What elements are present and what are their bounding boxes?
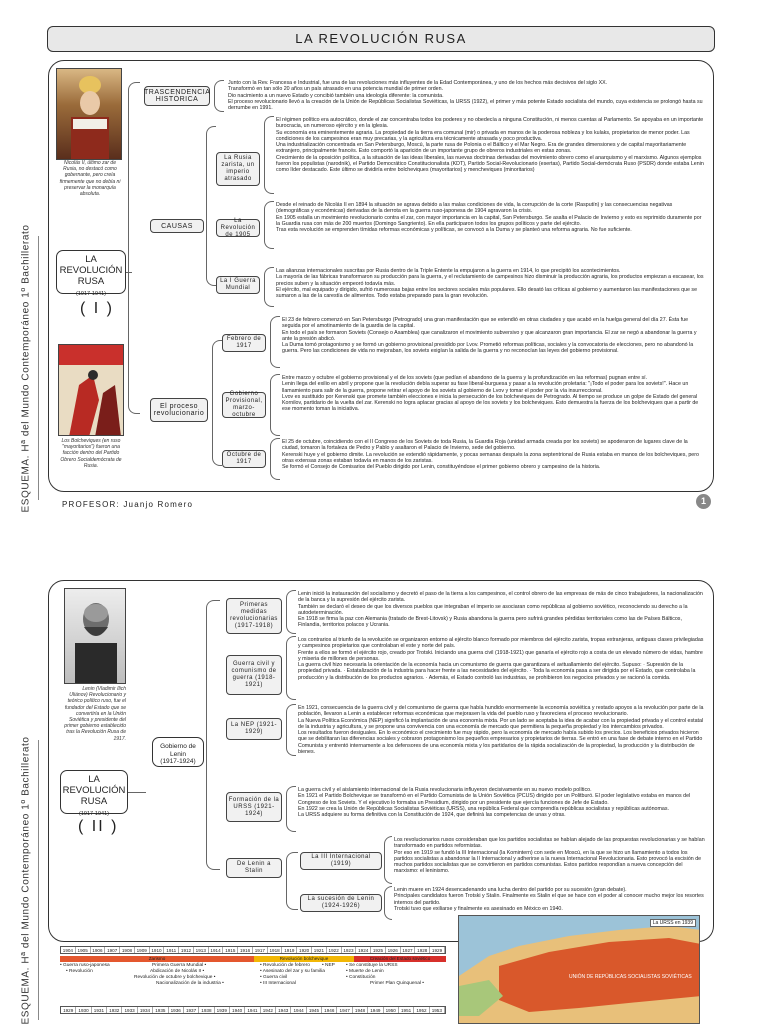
- tsar-caption: Nicolás II, último zar de Rusia, no destacó como gobernante, pero creía firmemente que no debía ni preservar la monarquía absoluta.: [59, 160, 121, 198]
- timeline: [60, 946, 446, 1024]
- main-line2: REVOLUCIÓN: [62, 785, 126, 796]
- brace: [286, 590, 296, 634]
- brace: [286, 786, 296, 832]
- leaf-line: El 25 de octubre, coincidiendo con el II Congreso de los Soviets de toda Rusia, la Guardia Roja (unidad armada creada por los soviets) se apoderaron de lugares clave de la ciudad, tomaron la fortaleza de Pedro y Pablo y asaltaron el Palacio de Invierno, sede del gobierno.: [282, 439, 688, 452]
- timeline-year: 1940: [230, 1007, 245, 1013]
- brace: [286, 852, 298, 910]
- trascendencia-node[interactable]: [144, 86, 210, 106]
- leaf-line: El 23 de febrero comenzó en San Petersburgo (Petrogrado) una gran manifestación que se extendió en otras ciudades y que acabó en la huelga general del día 27. Ésta fue seguida por el amotinamiento de la guardia de la capital.: [282, 317, 689, 330]
- gobierno-lenin-dates: (1917-1924): [160, 758, 196, 765]
- gobierno-provisional-label: Gobierno Provisional, marzo-octubre: [225, 391, 263, 418]
- main-brace-1: [128, 82, 140, 414]
- timeline-year: 1942: [261, 1007, 276, 1013]
- part-number-1: ( I ): [80, 300, 114, 317]
- leaf-line: Los resultados fueron desiguales. En lo económico el crecimiento fue muy rápido, pero la economía de mercado había subido los precios. Los beneficios privados hicieron que se debilitaran las diferencias sociales y cobraron protagonismo los pequeños empresarios y propietarios de tierras. Se entró en una fase de debate interno en el Partido Comunista y entrentó internamente a los defensores de una economía mixta y los partidarios de la rápida socialización de la propiedad, la producción y la distribución de bienes.: [298, 730, 703, 756]
- leaf-line: El ejército, mal equipado y dirigido, sufrió numerosas bajas entre los sectores sociales más populares. Ello desató las críticas al gobierno y aumentaron las manifestaciones que se sumaron a las de la carestía de alimentos. Todo estaba preparado para la gran revolución.: [276, 286, 698, 300]
- timeline-year: 1936: [169, 1007, 184, 1013]
- tercera-internacional-node[interactable]: [300, 852, 382, 870]
- brace: [264, 201, 274, 249]
- timeline-year: 1946: [322, 1007, 337, 1013]
- timeline-event: • Guerra ruso-japonesa: [60, 963, 110, 968]
- octubre-label: Octubre de 1917: [226, 452, 262, 465]
- brace: [286, 704, 296, 756]
- guerra-mundial-text: [276, 268, 704, 299]
- leaf-line: Una industrialización concentrada en San Petersburgo, Moscú, la parte rusa de Polonia o el Báltico y el Mar Negro. Era de grandes dimensiones y de capital mayoritariamente extranjero, principalmente francés. Esto comportó la aparición de un importante grupo de obreros industriales en estas zonas.: [276, 142, 687, 155]
- timeline-event: Primera Guerra Mundial •: [152, 963, 207, 968]
- brace: [286, 636, 296, 700]
- timeline-event: • Revolución: [66, 969, 93, 974]
- leaf-line: La guerra civil hizo necesaria la orientación de la economía hacia un comunismo de guerra que garantizara el avituallamiento del ejército. Supuso: · Supresión de la propiedad privada. · Estatalización de la industria para hacer frente a las necesidades del ejército. · Toda la economía pasa a ser dirigida por el Estado, que controlaba la producción y la distribución de los productos agrarios. · Además, el Estado controló las industrias, se prohibieron los negocios privados y se racionó la comida.: [298, 662, 696, 681]
- timeline-year: 1950: [384, 1007, 399, 1013]
- brace: [270, 316, 280, 368]
- brace: [264, 116, 274, 194]
- connector: [128, 792, 146, 793]
- brace: [384, 836, 392, 884]
- lenin-stalin-label: De Lenin a Stalin: [236, 861, 272, 874]
- timeline-year: 1937: [184, 1007, 199, 1013]
- leaf-line: La URSS adquiere su forma definitiva con la Constitución de 1924, que definirá las competencias de unas y otras.: [298, 812, 566, 819]
- main-dates: (1917-1941): [76, 291, 106, 297]
- timeline-year: 1911: [164, 947, 179, 953]
- octubre-node[interactable]: [222, 450, 266, 468]
- map-title: La URSS en 1939: [650, 919, 696, 927]
- brace: [384, 886, 392, 920]
- revolucion-1905-text: [276, 202, 704, 233]
- revolucion-1905-node[interactable]: [216, 219, 260, 237]
- leaf-line: Entre marzo y octubre el gobierno provisional y el de los soviets (que pedían el abandono de la guerra y la profundización en las reformas) pugnan entre sí.: [282, 375, 648, 381]
- brace: [270, 374, 280, 436]
- timeline-bar-zarismo: Zarismo: [60, 956, 254, 962]
- brace: [270, 438, 280, 480]
- timeline-event: • Asesinato del zar y su familia: [260, 969, 325, 974]
- leaf-line: Los contrarios al triunfo de la revolución se organizaron entorno al ejército blanco formado por miembros del ejército zarista, tropas extranjeras, antiguas clases privilegiadas y campesinos propietarios que controlaban el este y norte del país.: [298, 637, 704, 650]
- timeline-year: 1919: [282, 947, 297, 953]
- rusia-atrasada-label: La Rusia zarista, un imperio atrasado: [221, 155, 255, 182]
- timeline-event: • Se constituye la URSS: [346, 963, 398, 968]
- timeline-year: 1912: [179, 947, 194, 953]
- timeline-year: 1921: [312, 947, 327, 953]
- brace: [212, 340, 222, 466]
- leaf-line: Kerenski huye y el gobierno dimite. La revolución se extendió rápidamente, y pocas semanas después la zona septentrional de Rusia estaba en manos de los bolcheviques, pero otras extensas zonas estaban todavía en manos de los zaristas.: [282, 451, 699, 464]
- timeline-event: • Revolución de febrero: [260, 963, 310, 968]
- timeline-year: 1914: [209, 947, 224, 953]
- timeline-year: 1908: [120, 947, 135, 953]
- timeline-year: 1953: [430, 1007, 445, 1013]
- timeline-event: • NEP: [322, 963, 335, 968]
- timeline-year: 1939: [215, 1007, 230, 1013]
- leaf-line: En 1922 se crea la Unión de Repúblicas Socialistas Soviéticas (URSS), una república Federal que comprendía repúblicas socialistas y repúblicas autónomas.: [298, 805, 669, 812]
- timeline-event: • Constitución: [346, 975, 376, 980]
- timeline-year: 1945: [307, 1007, 322, 1013]
- page-title: LA REVOLUCIÓN RUSA: [47, 26, 715, 52]
- timeline-event: Primer Plan Quinquenal •: [370, 981, 424, 986]
- rusia-atrasada-text: [276, 117, 704, 174]
- timeline-year: 1952: [414, 1007, 429, 1013]
- leaf-line: También se declaró el deseo de que los diversos pueblos que integraban el imperio se asociaran como repúblicas al gobierno soviético, reconociendo su derecho a la autodeterminación.: [298, 603, 688, 616]
- tercera-internacional-text: [394, 837, 706, 875]
- guerra-mundial-node[interactable]: [216, 276, 260, 294]
- sucesion-lenin-text: [394, 887, 706, 912]
- profesor-credit: PROFESOR: Juanjo Romero: [62, 500, 194, 509]
- lenin-portrait: [64, 588, 126, 684]
- timeline-bar-stalin: Creación del Estado soviético: [354, 956, 446, 962]
- timeline-year: 1909: [135, 947, 150, 953]
- leaf-line: Lenin llega del exilio en abril y propone que la revolución debía superar su fase liberal-burguesa y pasar a la revolución proletaria: "¡Todo el poder para los soviets!". Hace un llamamiento para salir de la guerra, propone retirar el apoyo de los soviets al gobierno de Lvov y tomar el poder por la vía insurreccional.: [282, 381, 689, 394]
- leaf-line: En 1905 estalla un movimiento revolucionario contra el zar, con mayor importancia en la capital, San Petersburgo. Se asalta el Palacio de Invierno y esto es reprimido duramente por la Guardia rusa con más de 200 muertos (Domingo Sangriento). En ella participaron todos los grupos políticos y parte del ejército.: [276, 214, 702, 227]
- rusia-atrasada-node[interactable]: [216, 152, 260, 186]
- timeline-year: 1951: [399, 1007, 414, 1013]
- leaf-line: Crecimiento de la oposición política, a la situación de las ideas liberales, las nuevas doctrinas derivadas del movimiento obrero como el anarquismo y el marxismo. Algunos ejemplos fueron los populistas (narodnik), el Partido Democrático Constitucionalista (KDT), Partido Social-Revolucionario (esertas), Partido Social-demócrata Ruso (PSDR) donde estaba Lenin como líder destacado. Este último se dividiría entre bolcheviques (mayoritarios) y mencheviques (minoritarios): [276, 154, 704, 174]
- guerra-civil-label: Guerra civil y comunismo de guerra (1918-1921): [231, 661, 277, 688]
- page-number-badge: 1: [696, 494, 711, 509]
- connector: [126, 272, 132, 273]
- sidebar-label-1: [12, 223, 40, 513]
- timeline-year: 1905: [76, 947, 91, 953]
- guerra-civil-node[interactable]: [226, 655, 282, 695]
- gobierno-provisional-text: [282, 375, 704, 413]
- timeline-years: [60, 946, 446, 954]
- formacion-urss-text: [298, 787, 706, 818]
- map-overlay-text: UNIÓN DE REPÚBLICAS SOCIALISTAS SOVIÉTICAS: [569, 974, 692, 980]
- primeras-medidas-text: [298, 591, 706, 629]
- timeline-year: 1943: [276, 1007, 291, 1013]
- timeline-year: 1910: [150, 947, 165, 953]
- timeline-year: 1917: [253, 947, 268, 953]
- sidebar-label-2: [12, 735, 40, 1024]
- main-topic-2[interactable]: [60, 770, 128, 817]
- causas-node[interactable]: [150, 219, 204, 233]
- leaf-line: Tras esta revolución se emprenden tímidas reformas económicas y políticas, se convocó a la Duma y se planteó una reforma agraria. No fue suficiente.: [276, 227, 632, 234]
- lenin-portrait-image: [65, 589, 126, 684]
- timeline-year: 1938: [199, 1007, 214, 1013]
- brace: [214, 80, 224, 112]
- timeline-year: 1924: [356, 947, 371, 953]
- leaf-line: Se formó el Consejo de Comisarios del Pueblo dirigido por Lenin, constituyéndose el primer gobierno obrero y campesino de la historia.: [282, 464, 601, 471]
- main-dates: (1917-1941): [79, 811, 109, 817]
- tsar-portrait-image: [57, 69, 122, 160]
- sucesion-lenin-node[interactable]: [300, 894, 382, 912]
- trascendencia-label: TRASCENDENCIA HISTÓRICA: [144, 89, 211, 103]
- timeline-years-bottom: [60, 1006, 446, 1014]
- febrero-label: Febrero de 1917: [226, 336, 262, 349]
- lenin-caption: Lenin (Vladimir Ilich Uliánov) Revolucionario y teórico político ruso, fue el fundador del Estado que se convertiría en la Unión Soviética y presidente del primer gobierno establecido tras la Revolución Rusa de 1917.: [64, 686, 126, 742]
- leaf-line: Por eso en 1919 se fundó la III Internacional (la Komintern) con sede en Moscú, en la que se hizo un llamamiento a todos los partidos socialistas a abandonar la II Internacional y adherirse a la nueva Internacional Revolucionaria. Esto provocó la escisión de muchos partidos socialistas que se convirtieron en partidos comunistas. Estos partidos respondían a nueva concepción del marxismo: el leninismo.: [394, 849, 702, 875]
- part-number-2: ( II ): [78, 818, 119, 835]
- main-line1: LA: [85, 254, 97, 265]
- tercera-internacional-label: La III Internacional (1919): [311, 854, 371, 867]
- timeline-year: 1920: [297, 947, 312, 953]
- sucesion-lenin-label: La sucesión de Lenin (1924-1926): [307, 896, 375, 909]
- leaf-line: La mayoría de las fábricas transformaron su producción para la guerra, y el reclutamiento de campesinos hizo disminuir la producción agraria, los productos empiezan a escasear, los precios suben y la situación empeoró todavía más.: [276, 274, 704, 287]
- octubre-text: [282, 439, 704, 470]
- leaf-line: Lvov es sustituido por Kerenski que promete también elecciones e inicia la persecución de los bolcheviques de Petrogrado. Al tiempo se produce un golpe de Estado del general Kornilov, partidario de la vuelta del zar. Kerenski no logra aplacar gracias al apoyo de los soviets y los bolcheviques. Esto demuestra la fuerza de los bolcheviques que a partir de ese momento toman la iniciativa.: [282, 393, 699, 413]
- timeline-event: • Guerra civil: [260, 975, 288, 980]
- urss-map-image: [459, 916, 700, 1024]
- leaf-line: Lenin inició la instauración del socialismo y decretó el paso de la tierra a los campesinos, el control obrero de las empresas de más de cinco trabajadores, la nacionalización de la banca y la supresión del ejército zarista.: [298, 591, 703, 604]
- timeline-year: 1934: [138, 1007, 153, 1013]
- timeline-year: 1949: [368, 1007, 383, 1013]
- guerra-mundial-label: La I Guerra Mundial: [220, 278, 256, 291]
- timeline-event: • III Internacional: [260, 981, 296, 986]
- leaf-line: Las alianzas internacionales suscritas por Rusia dentro de la Triple Entente la empujaron a la guerra en 1914, lo que precipitó los acontecimientos.: [276, 268, 621, 274]
- leaf-line: En todo el país se formaron Soviets (Consejo o Asamblea) que canalizaron el movimiento subversivo y que alcanzaron gran importancia. El zar se negó a abandonar la guerra y ante la presión abdicó.: [282, 329, 697, 342]
- guerra-civil-text: [298, 637, 706, 681]
- leaf-line: En 1921 el Partido Bolchevique se transformó en el Partido Comunista de la Unión Soviética (PCUS) dirigido por un Politburó. El poder legislativo estaba en manos del Congreso de los Soviets. Y el ejecutivo lo formaba un Presidium, dirigido por un presidente que ejercía funciones de Jefe de Estado.: [298, 793, 691, 806]
- divider: [38, 236, 39, 500]
- leaf-line: Transformó en tan sólo 20 años un país atrasado en una potencia mundial de primer orden.: [228, 86, 444, 93]
- timeline-year: 1925: [371, 947, 386, 953]
- formacion-urss-node[interactable]: [226, 792, 282, 822]
- leaf-line: El régimen político era autocrático, donde el zar concentraba todos los poderes y no obedecía a ninguna Constitución, ni menos cuentas al Parlamento. Se apoyaba en un importante burocracia, un numeroso ejército y en la iglesia.: [276, 117, 704, 130]
- timeline-year: 1932: [107, 1007, 122, 1013]
- timeline-year: 1948: [353, 1007, 368, 1013]
- gobierno-lenin-node[interactable]: [152, 737, 204, 767]
- timeline-year: 1931: [92, 1007, 107, 1013]
- timeline-year: 1915: [223, 947, 238, 953]
- gobierno-provisional-node[interactable]: [222, 392, 266, 418]
- trascendencia-text: [228, 80, 704, 111]
- nep-label: La NEP (1921-1929): [230, 722, 278, 735]
- main-line2: REVOLUCIÓN: [59, 265, 123, 276]
- leaf-line: Frente a ellos se formó el ejército rojo, creado por Trotski. Iniciando una guerra civil (1918-1921) que ganaría el ejército rojo a costa de un elevado número de vidas, hambre y miseria de millones de personas.: [298, 649, 703, 662]
- timeline-event: • Muerte de Lenin: [346, 969, 384, 974]
- proceso-label: El proceso revolucionario: [153, 403, 205, 417]
- timeline-event: Abdicación de Nicolás II •: [150, 969, 205, 974]
- timeline-bar-revolucion: Revolución bolchevique: [254, 956, 354, 962]
- timeline-year: 1933: [122, 1007, 137, 1013]
- timeline-year: 1929: [430, 947, 445, 953]
- timeline-year: 1913: [194, 947, 209, 953]
- timeline-year: 1941: [245, 1007, 260, 1013]
- timeline-year: 1926: [386, 947, 401, 953]
- febrero-node[interactable]: [222, 334, 266, 352]
- main-line1: LA: [88, 774, 100, 785]
- leaf-line: En 1918 se firma la paz con Alemania (tratado de Brest-Litovsk) y Rusia abandona la guerra pero sufrirá grandes pérdidas territoriales como las de Países Bálticos, Finlandia, territorios polacos y Ucrania.: [298, 616, 682, 629]
- formacion-urss-label: Formación de la URSS (1921-1924): [228, 796, 280, 817]
- timeline-year: 1929: [61, 1007, 76, 1013]
- timeline-year: 1928: [415, 947, 430, 953]
- timeline-year: 1906: [91, 947, 106, 953]
- main-topic-1[interactable]: [56, 250, 126, 297]
- timeline-events: [60, 963, 446, 1003]
- leaf-line: Trotski tuvo que exiliarse y finalmente es asesinado en México en 1940.: [394, 905, 563, 912]
- tsar-portrait: [56, 68, 122, 160]
- timeline-year: 1923: [342, 947, 357, 953]
- main-line3: RUSA: [80, 796, 108, 807]
- nep-node[interactable]: [226, 718, 282, 740]
- timeline-year: 1927: [401, 947, 416, 953]
- poster-caption: Los Bolcheviques (en ruso "mayoritarios") fueron una facción dentro del Partido Obrero Socialdemócrata de Rusia.: [60, 438, 122, 469]
- proceso-node[interactable]: [150, 398, 208, 422]
- bolshevik-poster-image: [59, 345, 124, 436]
- leaf-line: La Nueva Política Económica (NEP) significó la implantación de una economía mixta. Por un lado se aceptaba la idea de acabar con la propiedad privada y el control estatal de la industria y agricultura, y se propone una convivencia con una economía de mercado que permitiera la pequeña propiedad y los intercambios privados.: [298, 717, 704, 730]
- timeline-year: 1935: [153, 1007, 168, 1013]
- timeline-year: 1907: [105, 947, 120, 953]
- leaf-line: Principales candidatos fueron Trotski y Stalin. Finalmente es Stalin el que se hace con el poder al conocer mucho mejor los resortes internos del partido.: [394, 893, 704, 906]
- urss-map: [458, 915, 700, 1024]
- leaf-line: Desde el reinado de Nicolás II en 1894 la situación se agrava debido a las malas condiciones de vida, la corrupción de la corte (Rasputín) y las consecuencias negativas (demográficas y económicas) derivadas de la derrota en la guerra ruso-japonesa de 1904 agravaron la crisis.: [276, 202, 673, 215]
- febrero-text: [282, 317, 704, 355]
- timeline-year: 1916: [238, 947, 253, 953]
- leaf-line: La guerra civil y el aislamiento internacional de la Rusia revolucionaria influyeron decisivamente en su nuevo modelo político.: [298, 787, 592, 793]
- timeline-year: 1947: [337, 1007, 352, 1013]
- timeline-event: Revolución de octubre y bolchevique •: [134, 975, 216, 980]
- sidebar-label-text: ESQUEMA. Hª del Mundo Contemporáneo 1º Bachillerato: [20, 223, 32, 513]
- leaf-line: Dio nacimiento a un nuevo Estado y concibió también una ideología diferente: la comunista.: [228, 92, 444, 99]
- brace: [264, 267, 274, 307]
- timeline-year: 1904: [61, 947, 76, 953]
- timeline-year: 1922: [327, 947, 342, 953]
- timeline-year: 1930: [76, 1007, 91, 1013]
- leaf-line: Lenin muere en 1924 desencadenando una lucha dentro del partido por su sucesión (gran debate).: [394, 887, 627, 893]
- bolshevik-poster: [58, 344, 124, 436]
- leaf-line: En 1921, consecuencia de la guerra civil y del comunismo de guerra que había hundido enormemente la economía soviética y restado apoyos a la revolución por parte de la población, llevaron a Lenin a establecer reformas económicas que mejorasen la vida del pueblo ruso y favoreciera el proceso revolucionario.: [298, 705, 704, 718]
- lenin-stalin-node[interactable]: [226, 858, 282, 878]
- timeline-event: Nacionalización de la industria •: [156, 981, 224, 986]
- revolucion-1905-label: La Revolución de 1905: [220, 217, 256, 238]
- main-line3: RUSA: [77, 276, 105, 287]
- primeras-medidas-node[interactable]: [226, 598, 282, 634]
- leaf-line: Su economía era eminentemente agraria. La propiedad de la tierra era comunal (mir) o privada en manos de la poderosa nobleza y los kulaks, propietarios de menor poder. Las condiciones de los campesinos eran muy precarias, y la agricultura era técnicamente atrasada y poco productiva.: [276, 129, 690, 142]
- primeras-medidas-label: Primeras medidas revolucionarias (1917-1918): [230, 602, 278, 629]
- leaf-line: Los revolucionarios rusos consideraban que los partidos socialistas se habían alejado de las propuestas revolucionarias y se habían transformado en partidos reformistas.: [394, 837, 705, 850]
- sidebar-label-text: ESQUEMA. Hª del Mundo Contemporáneo 1º Bachillerato: [20, 735, 32, 1024]
- divider: [38, 740, 39, 1020]
- causas-label: CAUSAS: [161, 222, 193, 230]
- leaf-line: Junto con la Rev. Francesa e Industrial, fue una de las revoluciones más influyentes de la Edad Contemporánea, y uno de los hechos más decisivos del siglo XX.: [228, 80, 608, 86]
- leaf-line: El proceso revolucionario llevó a la creación de la Unión de Repúblicas Socialistas Soviéticas, la URSS (1922), el primer y más potente Estado socialista del mundo, cuya existencia se prolongó hasta su derrumbe en 1991.: [228, 98, 703, 112]
- timeline-year: 1944: [291, 1007, 306, 1013]
- brace: [206, 126, 216, 286]
- brace: [206, 600, 220, 870]
- timeline-year: 1918: [268, 947, 283, 953]
- nep-text: [298, 705, 706, 755]
- gobierno-lenin-label: Gobierno de Lenin: [160, 743, 196, 758]
- leaf-line: La Duma tomó protagonismo y se formó un gobierno provisional presidido por Lvov. Prometió reformas políticas, sociales y la convocatoria de elecciones, pero no abandonó la guerra. Pero las condiciones de vida no mejoraban, los soviets exigían la salida de la guerra y no reconocían las leyes del gobierno provisional.: [282, 342, 694, 355]
